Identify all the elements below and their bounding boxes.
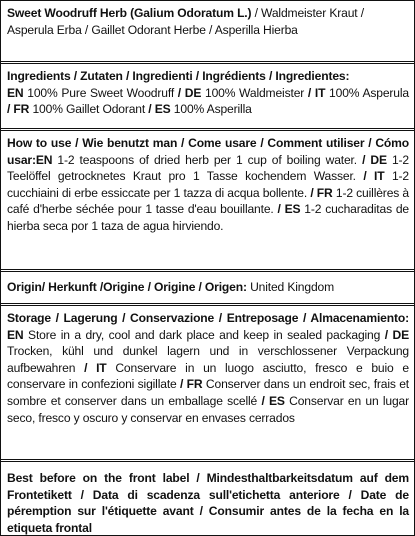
- ingredients-section: [1, 61, 414, 123]
- product-name-translations: / Waldmeister Kraut / Asperula Erba / Gaillet Odorant Herbe / Asperilla Hierba: [7, 6, 364, 37]
- how-to-use-section: [1, 128, 414, 269]
- ingredient-de: DE 100% Waldmeister /: [184, 85, 315, 100]
- storage-it: IT Conservare in un luogo asciutto, fresco e buio e conservare in confezioni sigillate /: [7, 360, 409, 392]
- title-section: [1, 5, 414, 60]
- origin-heading: Origin/ Herkunft /Origine / Origine / Origen:: [7, 280, 247, 294]
- product-name: Sweet Woodruff Herb (Galium Odoratum L.): [7, 6, 252, 20]
- how-to-use-en: EN 1-2 teaspoons of dried herb per 1 cup of boiling water. /: [35, 152, 371, 167]
- how-to-use-de: DE 1-2 Teelöffel getrocknetes Kraut pro 1 Tasse kochendem Wasser. /: [7, 152, 409, 184]
- ingredients-heading: Ingredients / Zutaten / Ingredienti / Ingrédients / Ingredientes:: [7, 69, 350, 83]
- storage-heading: Storage / Lagerung / Conservazione / Entreposage / Almacenamiento:: [7, 311, 409, 325]
- how-to-use-heading: How to use / Wie benutzt man / Come usare / Comment utiliser / Cómo usar:: [7, 136, 409, 167]
- best-before-text: Best before on the front label / Mindesthaltbarkeitsdatum auf dem Frontetikett / Data di scadenza sull'etichetta anteriore / Date de péremption sur l'étiquette avant / Consumir antes de la fecha en la etiqueta frontal: [7, 471, 409, 535]
- best-before-section: [1, 459, 414, 535]
- ingredient-en: EN 100% Pure Sweet Woodruff /: [7, 85, 185, 100]
- storage-es: ES Conservar en un lugar seco, fresco y oscuro y conservar en envases cerrados: [7, 393, 409, 425]
- ingredient-fr: FR 100% Gaillet Odorant /: [13, 102, 155, 117]
- ingredient-it: IT 100% Asperula /: [7, 85, 409, 117]
- storage-en: EN Store in a dry, cool and dark place and keep in sealed packaging /: [7, 327, 393, 342]
- origin-value: United Kingdom: [246, 280, 335, 294]
- storage-de: DE Trocken, kühl und dunkel lagern und in verschlossener Verpackung aufbewahren /: [7, 327, 409, 375]
- ingredient-es: ES 100% Asperilla: [154, 102, 252, 117]
- storage-fr: FR Conserver dans un endroit sec, frais et sombre et conserver dans un emballage scellé /: [7, 377, 409, 408]
- storage-list: [7, 327, 409, 427]
- how-to-use-es: ES 1-2 cucharaditas de hierba seca por 1 taza de agua hirviendo.: [7, 202, 409, 233]
- storage-section: [1, 303, 414, 439]
- how-to-use-it: IT 1-2 cucchiaini di erbe essiccate per 1 tazza di acqua bollente. /: [7, 169, 409, 200]
- origin-section: [1, 269, 414, 300]
- ingredients-list: [7, 85, 409, 118]
- how-to-use-fr: FR 1-2 cuillères à café d'herbe séchée pour 1 tasse d'eau bouillante. /: [7, 185, 409, 217]
